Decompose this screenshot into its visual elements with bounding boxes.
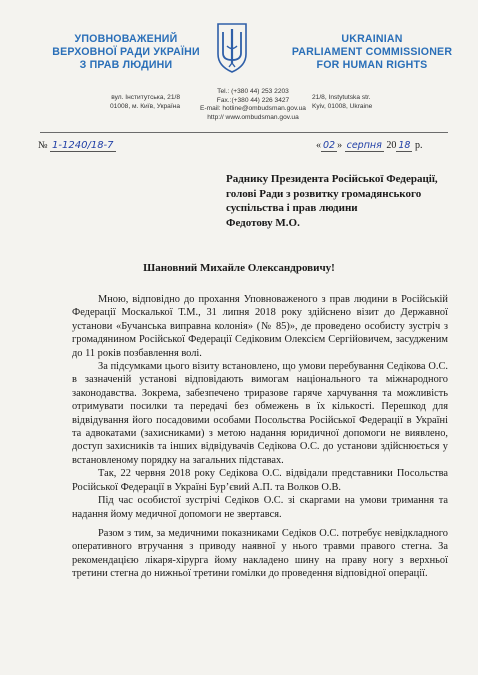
header-left-line-3: З ПРАВ ЛЮДИНИ bbox=[79, 59, 173, 71]
tryzub-coat-of-arms-icon bbox=[216, 22, 248, 74]
paragraph-5: Разом з тим, за медичними показниками Седіков О.С. потребує невідкладного оперативного втручання з приводу наявної у нього травми правого стегна. За рекомендацією лікаря-хірурга йому накладено шину на праву ногу з верхньої третини стегна до нижньої третини гомілки до проведення відповідної операції. bbox=[72, 527, 448, 580]
addressee-line-4: Федотову М.О. bbox=[226, 217, 300, 230]
header-right-line-1: UKRAINIAN bbox=[341, 33, 403, 45]
paragraph-2: За підсумками цього візиту встановлено, що умови перебування Седікова О.С. в зазначеній установі відповідають вимогам національного та міжнародного законодавства. Зокрема, забезпечено триразове гаряче харчування та можливість отримувати посилки та передачі без обмежень в їх кількості. Перешкод для відвідування його посадовими особами Посольства Російської Федерації в Україні та адвокатами (захисниками) з метою надання юридичної допомоги не виявлено, доступ захисників та інших відвідувачів Седікова О.С. до установи здійснюється у встановленому порядку на загальних підставах. bbox=[72, 361, 448, 466]
date-day: 02 bbox=[323, 140, 336, 151]
date-suffix: р. bbox=[414, 140, 423, 151]
date-close-quote: » bbox=[337, 140, 343, 151]
header-divider bbox=[40, 132, 448, 133]
header-left-line-1: УПОВНОВАЖЕНИЙ bbox=[74, 33, 178, 45]
email-address: E-mail: hotline@ombudsman.gov.ua bbox=[200, 105, 306, 113]
date-year-suffix: 18 bbox=[398, 140, 411, 151]
reference-prefix: № bbox=[38, 140, 48, 151]
addressee-line-2: голові Ради з розвитку громадянського bbox=[226, 187, 422, 200]
addressee-line-1: Раднику Президента Російської Федерації, bbox=[226, 173, 438, 185]
header-left-title bbox=[46, 33, 206, 72]
address-en-line-2: Kyiv, 01008, Ukraine bbox=[312, 102, 373, 110]
addressee-block bbox=[226, 172, 452, 231]
paragraph-1: Мною, відповідно до прохання Уповноваженого з прав людини в Російській Федерації Москалької Т.М., 31 липня 2018 року здійснено візит до Державної установи «Бучанська виправна колонія» (№ 85)», де проведено особисту зустріч з громадянином Російської Федерації Седіковим Олексієм Сергійовичем, засудженим до 11 років позбавлення волі. bbox=[72, 294, 448, 359]
header-right-line-2: PARLIAMENT COMMISSIONER bbox=[291, 46, 453, 58]
reference-number-handwritten: 1-1240/18-7 bbox=[52, 140, 114, 151]
header-right-title bbox=[284, 33, 460, 72]
date-open-quote: « bbox=[316, 140, 321, 151]
contact-block bbox=[193, 88, 313, 122]
date-month: серпня bbox=[346, 140, 382, 151]
addressee-line-3: суспільства і прав людини bbox=[226, 202, 358, 215]
salutation: Шановний Михайле Олександровичу! bbox=[143, 262, 335, 274]
address-en-line-1: 21/8, Instytutska str. bbox=[312, 94, 371, 101]
reference-number bbox=[38, 140, 116, 152]
address-ukrainian bbox=[72, 94, 180, 111]
address-english bbox=[312, 94, 442, 111]
fax-number: Fax.:(+380 44) 226 3427 bbox=[216, 96, 290, 104]
website-url: http:// www.ombudsman.gov.ua bbox=[207, 113, 299, 121]
paragraph-4: Під час особистої зустрічі Седіков О.С. зі скаргами на умови тримання та надання йому медичної допомоги не звертався. bbox=[72, 495, 448, 520]
letter-date bbox=[316, 140, 422, 152]
header-left-line-2: ВЕРХОВНОЇ РАДИ УКРАЇНИ bbox=[52, 46, 200, 58]
header-right-line-3: FOR HUMAN RIGHTS bbox=[316, 59, 428, 71]
phone-number: Tel.: (+380 44) 253 2203 bbox=[217, 88, 289, 95]
address-ua-line-2: 01008, м. Київ, Україна bbox=[110, 102, 180, 110]
paragraph-3: Так, 22 червня 2018 року Седікова О.С. відвідали представники Посольства Російської Федерації в Україні Бур’євий А.П. та Волков О.В. bbox=[72, 468, 448, 493]
address-ua-line-1: вул. Інститутська, 21/8 bbox=[111, 94, 180, 101]
date-year-prefix: 20 bbox=[386, 140, 397, 151]
letter-body bbox=[72, 293, 448, 581]
